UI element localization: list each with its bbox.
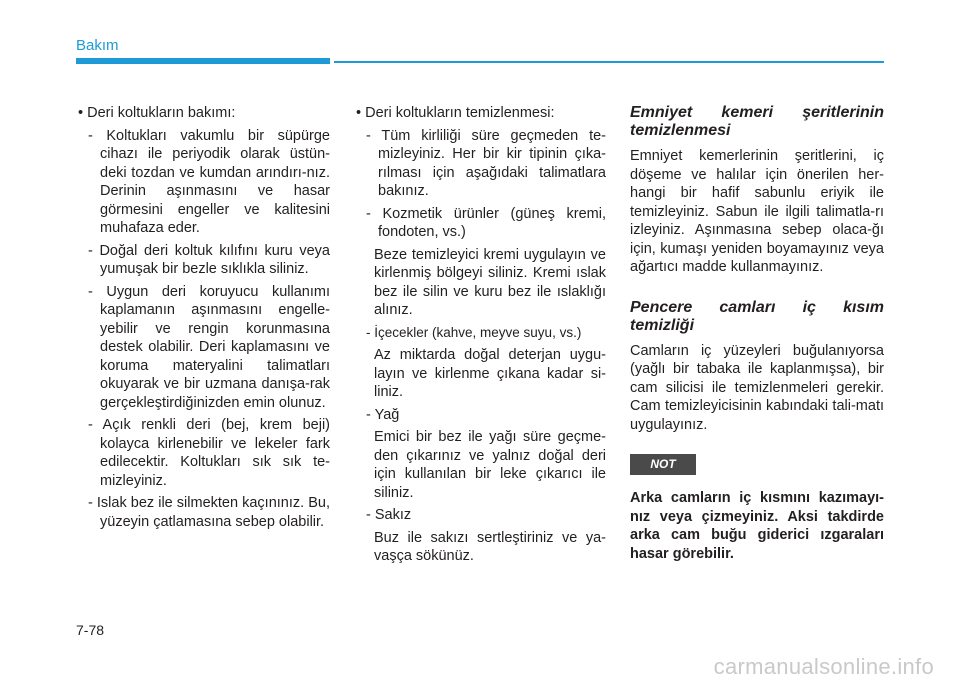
list-item: - Islak bez ile silmekten kaçınınız. Bu, yüzeyin çatlamasına sebep olabilir. — [88, 495, 330, 530]
page-number: 7-78 — [76, 622, 105, 638]
list-item-oil: - Yağ — [366, 406, 400, 423]
spacer — [630, 277, 884, 299]
note-text: Arka camların iç kısmını kazımayı-nız veya çizmeyiniz. Aksi takdirde arka cam buğu giderici ızgaraları hasar görebilir. — [630, 490, 884, 562]
list-item: - Açık renkli deri (bej, krem beji) kolayca kirlenebilir ve lekeler fark edilecektir. Koltukları sık sık te-mizleyiniz. — [88, 417, 330, 489]
list-item: - Doğal deri koltuk kılıfını kuru veya yumuşak bir bezle sıklıkla siliniz. — [88, 242, 330, 277]
header-rule-thick — [76, 58, 330, 64]
paragraph-seat-belt: Emniyet kemerlerinin şeritlerini, iç döşeme ve halılar için önerilen her-hangi bir hafif sabunlu eriyik ile temizleyiniz. Sabun ile ilgili talimatla-rı izleyiniz. Aşınmasına sebep olaca-ğı için, kumaşı yeniden boyamayınız veya ağartıcı madde kullanmayınız. — [630, 148, 884, 275]
heading-seat-belt-cleaning: Emniyet kemeri şeritlerinin temizlenmesi — [630, 104, 884, 139]
list-item: - Koltukları vakumlu bir süpürge cihazı ile periyodik olarak üstün-deki tozdan ve kumdan arındırı-nız. Derinin aşınmasını ve hasar görmesini engeller ve kalitesini muhafaza eder. — [88, 127, 330, 236]
bullet-leather-care: • Deri koltukların bakımı: — [78, 105, 236, 121]
list-item: - Uygun deri koruyucu kullanımı kaplamanın aşınmasını engelle-yebilir ve rengin korunmasına destek olabilir. Deri kaplamasını ve koruma materyalini talimatları okuyarak ve bir uzmana danışa-rak gerçekleştirdiğinizden emin olunuz. — [88, 283, 330, 411]
list-item-text: Beze temizleyici kremi uygulayın ve kirlenmiş bölgeyi siliniz. Kremi ıslak bez ile silin ve kuru bez ile ıslaklığı alınız. — [374, 246, 606, 318]
note-badge: NOT — [630, 454, 696, 475]
heading-window-cleaning: Pencere camları iç kısım temizliği — [630, 298, 884, 334]
list-item-cosmetics: - Kozmetik ürünler (güneş kremi, fondoten, vs.) — [366, 205, 606, 240]
paragraph-window: Camların iç yüzeyleri buğulanıyorsa (yağlı bir tabaka ile kaplanmışsa), bir cam silicisi ile temizlenmeleri gerekir. Cam temizleyicisinin kabındaki tali-matı uygulayınız. — [630, 342, 884, 433]
list-item: - Tüm kirliliği süre geçmeden te-mizleyiniz. Her bir kir tipinin çıka-rılması için aşağıdaki talimatlara bakınız. — [366, 127, 606, 199]
column-1 — [76, 104, 330, 531]
watermark: carmanualsonline.info — [713, 654, 934, 679]
list-item-text: Az miktarda doğal deterjan uygu-layın ve kirlenme çıkana kadar si-liniz. — [374, 347, 606, 400]
list-item-beverages: - İçecekler (kahve, meyve suyu, vs.) — [366, 324, 582, 340]
section-title: Bakım — [76, 37, 119, 54]
bullet-leather-cleaning: • Deri koltukların temizlenmesi: — [356, 105, 555, 121]
list-item-gum: - Sakız — [366, 507, 412, 523]
list-item-text: Emici bir bez ile yağı süre geçme-den çıkarınız ve yalnız doğal deri için kullanılan bir leke çıkarıcı ile siliniz. — [374, 429, 606, 501]
header-rule-thin — [334, 61, 884, 63]
list-item-text: Buz ile sakızı sertleştiriniz ve ya-vaşça sökünüz. — [374, 529, 606, 564]
column-3 — [630, 104, 884, 563]
column-2 — [354, 104, 606, 566]
